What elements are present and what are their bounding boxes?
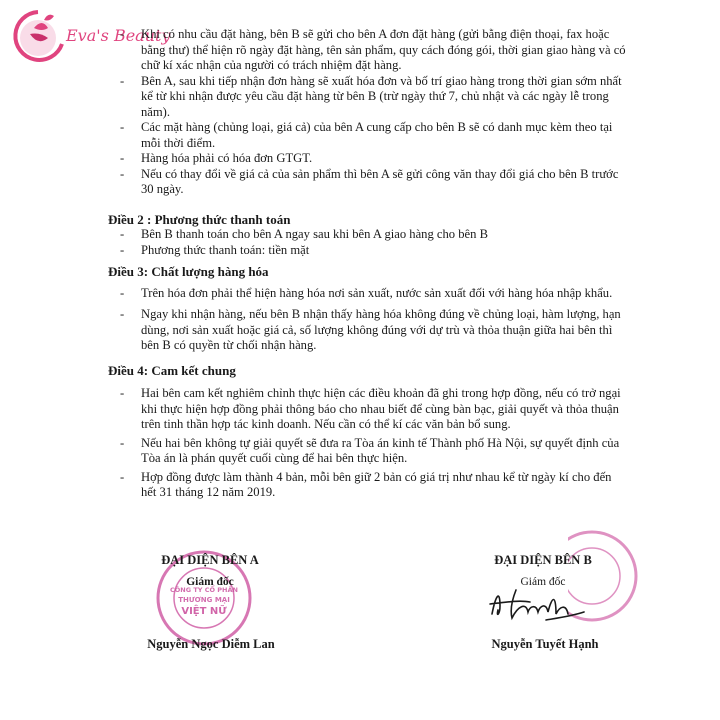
- list-item: - Bên A, sau khi tiếp nhận đơn hàng sẽ xuất hóa đơn và bố trí giao hàng trong thời gian sớm nhất kể từ khi nhận được yêu cầu đặt hàng từ bên B (trừ ngày thứ 7, chủ nhật và các ngày lễ trong năm).: [108, 74, 628, 121]
- list-item: - Khi có nhu cầu đặt hàng, bên B sẽ gửi cho bên A đơn đặt hàng (gửi bằng điện thoại, fax hoặc bằng thư) thể hiện rõ ngày đặt hàng, tên sản phẩm, quy cách đóng gói, thời gian giao hàng và có chữ kí xác nhận của người có trách nhiệm đặt hàng.: [108, 27, 628, 74]
- list-item: - Trên hóa đơn phải thể hiện hàng hóa nơi sản xuất, nước sản xuất đối với hàng hóa nhập khẩu.: [108, 286, 628, 302]
- party-b-title: ĐẠI DIỆN BÊN B: [494, 553, 592, 567]
- section-heading: Điều 4: Cam kết chung: [108, 362, 236, 378]
- party-b-name-block: [470, 637, 620, 652]
- list-item: - Ngay khi nhận hàng, nếu bên B nhận thấy hàng hóa không đúng về chủng loại, hàm lượng, hạn dùng, nơi sản xuất hoặc giá cả, số lượng không đúng với dự trù và thỏa thuận giữa hai bên thì bên B có quyền từ chối nhận hàng.: [108, 307, 628, 354]
- party-a-title: ĐẠI DIỆN BÊN A: [161, 553, 259, 567]
- list-item: - Các mặt hàng (chủng loại, giá cả) của bên A cung cấp cho bên B sẽ có danh mục kèm theo tại mỗi thời điểm.: [108, 120, 628, 151]
- section-list: [108, 286, 628, 354]
- logo-brand-text: Eva's Beauty: [66, 26, 171, 45]
- list-item: - Nếu có thay đổi về giá cả của sản phẩm thì bên A sẽ gửi công văn thay đổi giá cho bên B trước 30 ngày.: [108, 167, 628, 198]
- section-heading: Điều 2 : Phương thức thanh toán: [108, 211, 291, 227]
- signature-block-party-a: [150, 553, 270, 588]
- party-a-name: Nguyễn Ngọc Diễm Lan: [147, 637, 275, 651]
- signature-block-party-b: [478, 553, 608, 588]
- list-item: - Bên B thanh toán cho bên A ngay sau khi bên A giao hàng cho bên B: [108, 227, 628, 243]
- list-item: - Hợp đồng được làm thành 4 bản, mỗi bên giữ 2 bản có giá trị như nhau kể từ ngày kí cho đến hết 31 tháng 12 năm 2019.: [108, 470, 628, 501]
- intro-list: [108, 27, 628, 198]
- list-item: - Hai bên cam kết nghiêm chỉnh thực hiện các điều khoản đã ghi trong hợp đồng, nếu có trở ngại khi thực hiện hợp đồng phải thông báo cho nhau biết để cùng bàn bạc, giải quyết và thỏa thuận trên tinh thần hợp tác kinh doanh. Nếu cần có thể kí các văn bản bổ sung.: [108, 386, 628, 433]
- svg-text:VIỆT NỮ: VIỆT NỮ: [181, 606, 227, 617]
- list-item: - Hàng hóa phải có hóa đơn GTGT.: [108, 151, 628, 167]
- party-b-role: Giám đốc: [520, 576, 566, 588]
- contract-body: [108, 27, 628, 501]
- svg-text:THƯƠNG MẠI: THƯƠNG MẠI: [178, 596, 230, 604]
- section-heading: Điều 3: Chất lượng hàng hóa: [108, 264, 269, 279]
- section-list: [108, 386, 628, 501]
- section-list: [108, 227, 628, 258]
- list-item: - Nếu hai bên không tự giải quyết sẽ đưa ra Tòa án kinh tế Thành phố Hà Nội, sự quyết định của Tòa án là phán quyết cuối cùng để hai bên thực hiện.: [108, 436, 628, 467]
- handwritten-signature: [486, 584, 586, 624]
- logo-emblem-icon: [4, 4, 74, 64]
- party-a-role: Giám đốc: [186, 576, 234, 588]
- party-a-name-block: [136, 637, 286, 652]
- svg-text:CÔNG TY CỔ PHẦN: CÔNG TY CỔ PHẦN: [170, 586, 238, 594]
- party-b-name: Nguyễn Tuyết Hạnh: [491, 637, 599, 651]
- list-item: - Phương thức thanh toán: tiền mặt: [108, 243, 628, 259]
